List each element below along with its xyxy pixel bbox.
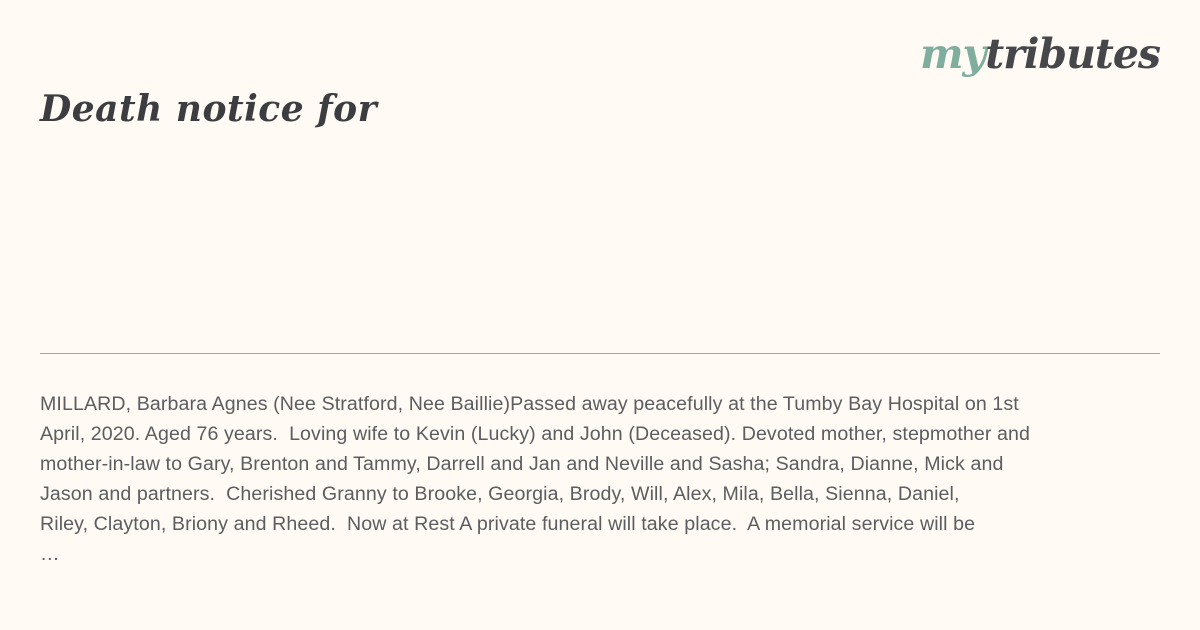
notice-text xyxy=(40,389,1160,569)
logo-text-tributes: tributes xyxy=(985,30,1160,78)
divider xyxy=(40,353,1160,354)
logo-text-my: my xyxy=(920,30,986,78)
truncation-ellipsis: … xyxy=(40,543,60,565)
notice-line: mother-in-law to Gary, Brenton and Tammy, Darrell and Jan and Neville and Sasha; Sandra, Dianne, Mick and xyxy=(40,453,1004,475)
notice-line: April, 2020. Aged 76 years. Loving wife to Kevin (Lucky) and John (Deceased). Devoted mother, stepmother and xyxy=(40,423,1031,445)
notice-line: MILLARD, Barbara Agnes (Nee Stratford, Nee Baillie)Passed away peacefully at the Tumby Bay Hospital on 1st xyxy=(40,393,1019,415)
notice-line: Jason and partners. Cherished Granny to Brooke, Georgia, Brody, Will, Alex, Mila, Bella, Sienna, Daniel, xyxy=(40,483,960,505)
mytributes-logo[interactable] xyxy=(920,30,1160,79)
page-title: Death notice for xyxy=(40,88,378,130)
notice-line: Riley, Clayton, Briony and Rheed. Now at Rest A private funeral will take place. A memorial service will be xyxy=(40,513,976,535)
